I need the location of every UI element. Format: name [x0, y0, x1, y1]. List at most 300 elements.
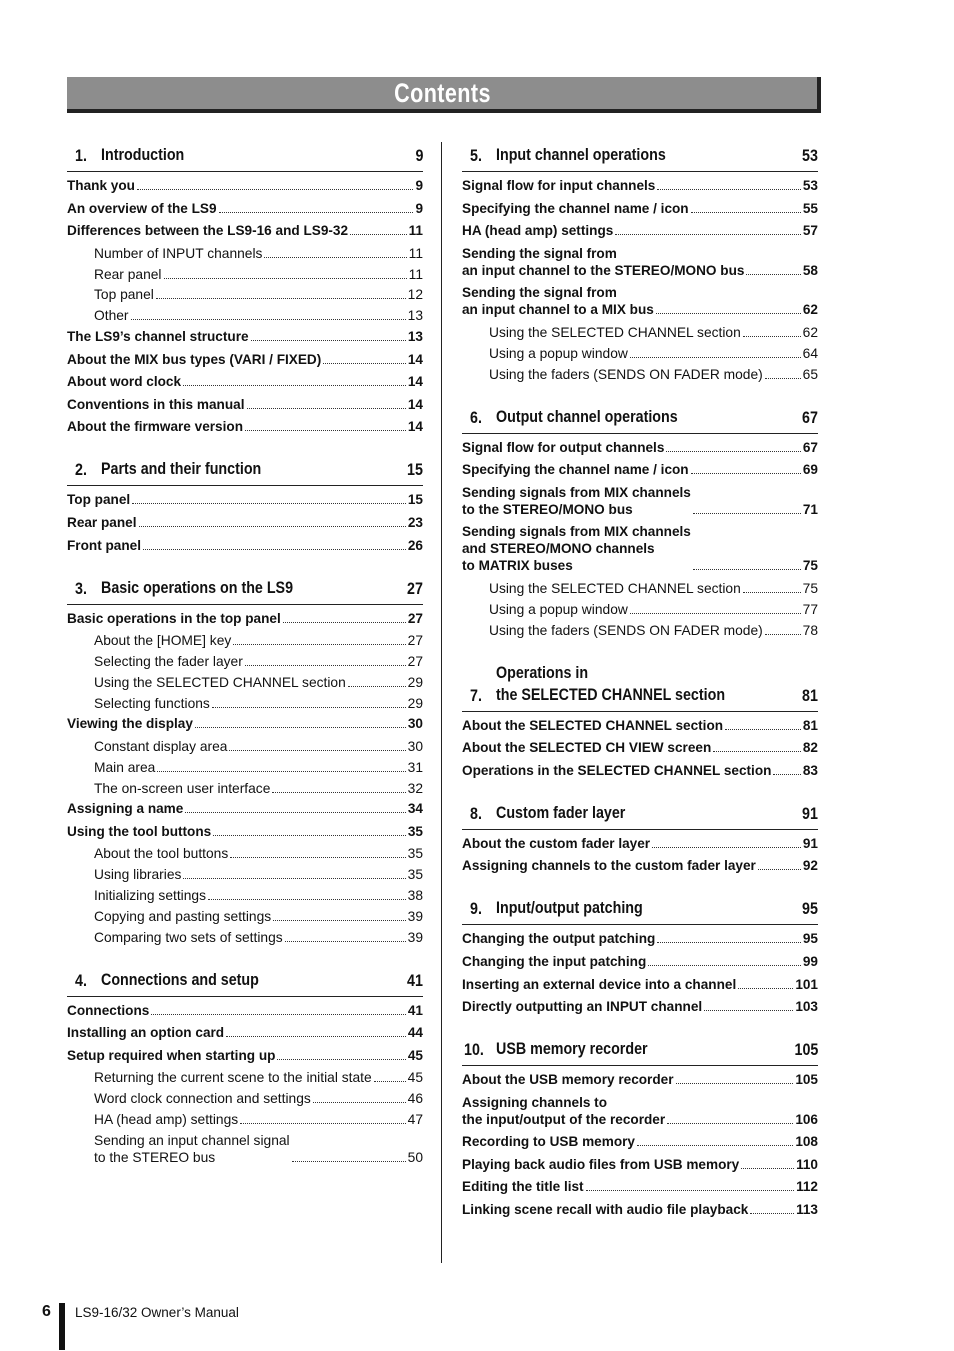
dot-leader	[292, 1161, 406, 1162]
toc-entry[interactable]	[67, 1111, 423, 1128]
toc-entry[interactable]	[67, 177, 423, 194]
toc-entry[interactable]	[462, 461, 818, 478]
entry-page: 101	[795, 976, 818, 992]
entry-page: 99	[802, 953, 818, 969]
dot-leader	[652, 847, 801, 848]
dot-leader	[648, 965, 801, 966]
dot-leader	[765, 634, 801, 635]
entry-label: Changing the output patching	[462, 931, 656, 947]
section-number: 10.	[464, 1040, 484, 1060]
entry-page: 11	[408, 223, 423, 239]
toc-entry[interactable]	[67, 1132, 423, 1166]
entry-page: 27	[407, 653, 423, 669]
entry-label: Using a popup window	[489, 601, 628, 617]
section-title[interactable]: Operations in the SELECTED CHANNEL section	[496, 662, 726, 704]
entry-page: 45	[407, 1047, 423, 1063]
toc-entry[interactable]	[462, 523, 818, 574]
entry-page: 110	[796, 1156, 818, 1172]
entry-label: Other	[94, 308, 129, 324]
dot-leader	[195, 727, 406, 728]
toc-entry[interactable]	[462, 762, 818, 779]
dot-leader	[139, 526, 406, 527]
toc-entry[interactable]	[67, 908, 423, 925]
dot-leader	[230, 857, 405, 858]
dot-leader	[273, 920, 405, 921]
section-heading	[462, 895, 818, 925]
entry-page: 27	[407, 633, 423, 649]
toc-entry[interactable]	[67, 780, 423, 797]
section-heading	[462, 800, 818, 830]
toc-entry[interactable]	[67, 738, 423, 755]
entry-label: Number of INPUT channels	[94, 245, 263, 261]
dot-leader	[272, 792, 405, 793]
entry-page: 78	[802, 622, 818, 638]
dot-leader	[758, 869, 801, 870]
dot-leader	[637, 1145, 793, 1146]
dot-leader	[219, 212, 414, 213]
toc-section	[462, 800, 818, 875]
toc-right-column	[462, 142, 818, 1239]
dot-leader	[586, 1190, 794, 1191]
toc-entry[interactable]	[67, 266, 423, 283]
toc-entry[interactable]	[462, 1133, 818, 1150]
entry-page: 32	[407, 780, 423, 796]
entry-label: Rear panel	[67, 514, 137, 530]
toc-section	[67, 142, 423, 435]
section-number: 9.	[470, 899, 482, 919]
toc-entry[interactable]	[462, 222, 818, 239]
toc-entry[interactable]	[67, 514, 423, 531]
toc-entry[interactable]	[67, 286, 423, 303]
dot-leader	[212, 707, 406, 708]
toc-entry[interactable]	[462, 484, 818, 518]
toc-entry[interactable]	[462, 345, 818, 362]
entry-label: Directly outputting an INPUT channel	[462, 999, 703, 1015]
entry-label: About the USB memory recorder	[462, 1072, 674, 1088]
toc-entry[interactable]	[462, 835, 818, 852]
entry-label: Setup required when starting up	[67, 1047, 276, 1063]
entry-page: 44	[407, 1025, 423, 1041]
toc-entry[interactable]	[67, 1047, 423, 1064]
page-title: Contents	[393, 78, 491, 108]
toc-entry[interactable]	[462, 1201, 818, 1218]
dot-leader	[132, 503, 406, 504]
section-page: 67	[802, 407, 818, 427]
entry-label: Installing an option card	[67, 1025, 225, 1041]
entry-page: 112	[796, 1179, 818, 1195]
dot-leader	[164, 278, 407, 279]
section-title[interactable]: Connections and setup	[101, 969, 259, 989]
entry-page: 34	[407, 801, 423, 817]
entry-label: Rear panel	[94, 266, 162, 282]
toc-entry[interactable]	[67, 929, 423, 946]
toc-entry[interactable]	[462, 324, 818, 341]
entry-label: Signal flow for output channels	[462, 439, 665, 455]
footer-page-number: 6	[42, 1303, 51, 1320]
toc-entry[interactable]	[67, 866, 423, 883]
toc-entry[interactable]	[67, 373, 423, 390]
entry-page: 14	[407, 374, 423, 390]
toc-entry[interactable]	[67, 351, 423, 368]
entry-label: About the firmware version	[67, 419, 243, 435]
toc-entry[interactable]	[67, 610, 423, 627]
section-heading	[462, 1036, 818, 1066]
entry-label: Using libraries	[94, 867, 182, 883]
dot-leader	[151, 1014, 406, 1015]
toc-entry[interactable]	[67, 845, 423, 862]
entry-page: 29	[407, 695, 423, 711]
toc-entry[interactable]	[67, 695, 423, 712]
toc-entry[interactable]	[462, 1094, 818, 1128]
dot-leader	[245, 665, 406, 666]
entry-label: Using the faders (SENDS ON FADER mode)	[489, 622, 763, 638]
section-heading	[462, 660, 818, 712]
toc-entry[interactable]	[462, 622, 818, 639]
entry-page: 83	[802, 762, 818, 778]
entry-label: Sending signals from MIX channels to the STEREO/MONO bus	[462, 484, 691, 517]
dot-leader	[666, 451, 800, 452]
section-number: 3.	[75, 578, 87, 598]
entry-label: Comparing two sets of settings	[94, 929, 283, 945]
toc-entry[interactable]	[462, 1071, 818, 1088]
dot-leader	[667, 1123, 793, 1124]
entry-label: Operations in the SELECTED CHANNEL section	[462, 762, 772, 778]
entry-label: About the custom fader layer	[462, 835, 651, 851]
toc-entry[interactable]	[462, 739, 818, 756]
section-title[interactable]: USB memory recorder	[496, 1039, 648, 1059]
dot-leader	[183, 878, 405, 879]
dot-leader	[725, 729, 801, 730]
section-page: 91	[802, 803, 818, 823]
entry-label: Using the SELECTED CHANNEL section	[489, 324, 741, 340]
toc-entry[interactable]	[462, 580, 818, 597]
entry-page: 106	[795, 1111, 818, 1127]
dot-leader	[229, 750, 405, 751]
entry-page: 41	[407, 1002, 423, 1018]
toc-entry[interactable]	[67, 759, 423, 776]
toc-entry[interactable]	[462, 717, 818, 734]
toc-section	[462, 895, 818, 1015]
toc-entry[interactable]	[462, 953, 818, 970]
entry-page: 71	[802, 501, 818, 517]
section-page: 105	[794, 1040, 818, 1060]
entry-label: Assigning channels to the input/output of the recorder	[462, 1094, 666, 1127]
section-heading	[67, 456, 423, 486]
toc-entry[interactable]	[462, 177, 818, 194]
entry-page: 26	[407, 537, 423, 553]
entry-label: Top panel	[67, 492, 131, 508]
toc-entry[interactable]	[67, 396, 423, 413]
footer-bar	[59, 1303, 65, 1350]
dot-leader	[240, 1123, 405, 1124]
toc-entry[interactable]	[67, 200, 423, 217]
section-title[interactable]: Input channel operations	[496, 145, 666, 164]
section-title[interactable]: Input/output patching	[496, 898, 643, 918]
entry-page: 15	[407, 492, 423, 508]
toc-entry[interactable]	[462, 245, 818, 279]
entry-label: Selecting the fader layer	[94, 653, 243, 669]
entry-page: 9	[415, 200, 423, 216]
entry-page: 50	[407, 1149, 423, 1165]
entry-label: Basic operations in the top panel	[67, 610, 281, 626]
toc-entry[interactable]	[67, 537, 423, 554]
entry-label: Constant display area	[94, 738, 228, 754]
section-title[interactable]: Basic operations on the LS9	[101, 577, 294, 597]
toc-entry[interactable]	[462, 930, 818, 947]
dot-leader	[676, 1083, 794, 1084]
entry-label: Initializing settings	[94, 888, 206, 904]
toc-entry[interactable]	[67, 653, 423, 670]
entry-label: Using the SELECTED CHANNEL section	[489, 580, 741, 596]
entry-label: Conventions in this manual	[67, 396, 245, 412]
toc-section	[67, 456, 423, 553]
entry-label: Thank you	[67, 178, 135, 193]
entry-label: Returning the current scene to the initial state	[94, 1070, 372, 1086]
toc-section	[462, 404, 818, 639]
footer-manual-title: LS9-16/32 Owner’s Manual	[75, 1305, 239, 1320]
section-number: 8.	[470, 803, 482, 823]
dot-leader	[750, 1213, 794, 1214]
entry-label: Front panel	[67, 537, 142, 553]
dot-leader	[713, 751, 801, 752]
toc-section	[67, 575, 423, 946]
dot-leader	[704, 1010, 793, 1011]
toc-entry[interactable]	[67, 418, 423, 435]
entry-page: 75	[802, 580, 818, 596]
entry-page: 35	[407, 867, 423, 883]
entry-label: Selecting functions	[94, 695, 210, 711]
entry-label: Signal flow for input channels	[462, 178, 656, 193]
entry-label: Sending the signal from an input channel to the STEREO/MONO bus	[462, 245, 745, 278]
dot-leader	[247, 408, 406, 409]
toc-entry[interactable]	[462, 366, 818, 383]
dot-leader	[233, 644, 405, 645]
section-title[interactable]: Parts and their function	[101, 459, 262, 479]
toc-entry[interactable]	[462, 200, 818, 217]
section-number: 7.	[470, 685, 482, 705]
dot-leader	[746, 274, 800, 275]
toc-entry[interactable]	[67, 632, 423, 649]
entry-label: About the [HOME] key	[94, 633, 232, 649]
dot-leader	[313, 1102, 406, 1103]
entry-label: The on-screen user interface	[94, 780, 271, 796]
entry-page: 39	[407, 929, 423, 945]
entry-label: The LS9’s channel structure	[67, 328, 249, 344]
toc-entry[interactable]	[462, 1156, 818, 1173]
entry-page: 62	[802, 302, 818, 318]
dot-leader	[348, 686, 406, 687]
toc-entry[interactable]	[462, 998, 818, 1015]
dot-leader	[657, 942, 801, 943]
section-heading	[462, 404, 818, 434]
toc-entry[interactable]	[67, 245, 423, 262]
toc-section	[462, 142, 818, 383]
dot-leader	[657, 189, 801, 190]
entry-page: 105	[795, 1072, 818, 1088]
toc-entry[interactable]	[67, 222, 423, 239]
dot-leader	[741, 1168, 794, 1169]
entry-label: Assigning a name	[67, 801, 184, 817]
entry-label: HA (head amp) settings	[94, 1112, 239, 1128]
section-heading	[67, 142, 423, 172]
dot-leader	[630, 357, 801, 358]
entry-page: 69	[802, 462, 818, 478]
entry-page: 103	[795, 999, 818, 1015]
entry-label: Changing the input patching	[462, 953, 647, 969]
dot-leader	[630, 613, 801, 614]
entry-label: Using the SELECTED CHANNEL section	[94, 674, 346, 690]
dot-leader	[213, 835, 406, 836]
entry-label: Main area	[94, 759, 156, 775]
dot-leader	[245, 430, 406, 431]
dot-leader	[738, 988, 793, 989]
entry-label: About the SELECTED CHANNEL section	[462, 717, 724, 733]
toc-entry[interactable]	[462, 976, 818, 993]
entry-page: 62	[802, 324, 818, 340]
toc-entry[interactable]	[462, 439, 818, 456]
entry-label: Using the tool buttons	[67, 823, 212, 839]
entry-page: 13	[407, 328, 423, 344]
entry-page: 67	[802, 439, 818, 455]
column-divider	[441, 142, 442, 1263]
section-heading	[67, 575, 423, 605]
toc-entry[interactable]	[462, 284, 818, 318]
entry-label: Using the faders (SENDS ON FADER mode)	[489, 366, 763, 382]
entry-page: 38	[407, 888, 423, 904]
dot-leader	[143, 549, 406, 550]
dot-leader	[743, 336, 801, 337]
section-page: 27	[407, 578, 423, 598]
dot-leader	[691, 473, 801, 474]
entry-label: Sending signals from MIX channels and STEREO/MONO channels to MATRIX buses	[462, 524, 691, 574]
entry-label: Word clock connection and settings	[94, 1091, 311, 1107]
toc-entry[interactable]	[462, 857, 818, 874]
toc-entry[interactable]	[67, 328, 423, 345]
entry-page: 113	[796, 1202, 818, 1218]
toc-entry[interactable]	[67, 491, 423, 508]
toc-entry[interactable]	[67, 674, 423, 691]
toc-entry[interactable]	[67, 715, 423, 732]
entry-label: About the SELECTED CH VIEW screen	[462, 740, 712, 756]
entry-label: An overview of the LS9	[67, 200, 217, 216]
section-title[interactable]: Introduction	[101, 145, 185, 164]
entry-page: 53	[802, 178, 818, 193]
entry-label: Inserting an external device into a channel	[462, 976, 737, 992]
entry-label: Sending an input channel signal to the STEREO bus	[94, 1132, 290, 1165]
entry-page: 29	[407, 674, 423, 690]
section-number: 5.	[470, 146, 482, 165]
entry-label: Viewing the display	[67, 716, 193, 732]
toc-entry[interactable]	[67, 1024, 423, 1041]
dot-leader	[185, 812, 406, 813]
dot-leader	[765, 378, 801, 379]
toc-entry[interactable]	[462, 1178, 818, 1195]
entry-label: Connections	[67, 1002, 150, 1018]
toc-entry[interactable]	[67, 887, 423, 904]
entry-label: About the MIX bus types (VARI / FIXED)	[67, 351, 322, 367]
toc-entry[interactable]	[67, 307, 423, 324]
dot-leader	[285, 941, 406, 942]
entry-page: 31	[407, 759, 423, 775]
entry-page: 30	[407, 716, 423, 732]
entry-page: 65	[802, 366, 818, 382]
entry-page: 92	[802, 858, 818, 874]
dot-leader	[350, 234, 407, 235]
entry-page: 12	[407, 287, 423, 303]
dot-leader	[693, 569, 801, 570]
entry-page: 11	[408, 245, 423, 261]
entry-page: 57	[802, 223, 818, 239]
dot-leader	[323, 363, 406, 364]
section-page: 81	[802, 685, 818, 705]
entry-label: Recording to USB memory	[462, 1134, 635, 1150]
entry-page: 9	[415, 178, 423, 193]
entry-label: Linking scene recall with audio file playback	[462, 1202, 749, 1218]
section-page: 15	[407, 460, 423, 480]
section-page: 95	[802, 899, 818, 919]
entry-label: Editing the title list	[462, 1179, 584, 1195]
entry-label: HA (head amp) settings	[462, 223, 614, 239]
toc-section	[462, 660, 818, 779]
entry-page: 64	[802, 345, 818, 361]
dot-leader	[277, 1059, 405, 1060]
entry-page: 27	[407, 610, 423, 626]
entry-page: 75	[802, 558, 818, 574]
entry-label: Using a popup window	[489, 345, 628, 361]
section-heading	[462, 142, 818, 172]
dot-leader	[131, 319, 406, 320]
section-number: 2.	[75, 460, 87, 480]
section-number: 4.	[75, 970, 87, 990]
dot-leader	[773, 774, 800, 775]
section-heading	[67, 967, 423, 997]
section-number: 6.	[470, 407, 482, 427]
entry-page: 35	[407, 823, 423, 839]
section-title[interactable]: Output channel operations	[496, 406, 678, 426]
entry-page: 13	[407, 308, 423, 324]
toc-entry[interactable]	[67, 823, 423, 840]
entry-label: Specifying the channel name / icon	[462, 462, 689, 478]
dot-leader	[283, 622, 406, 623]
section-page: 41	[407, 970, 423, 990]
toc-entry[interactable]	[67, 1090, 423, 1107]
dot-leader	[183, 385, 406, 386]
entry-page: 35	[407, 846, 423, 862]
toc-section	[67, 967, 423, 1166]
entry-page: 39	[407, 908, 423, 924]
dot-leader	[656, 313, 801, 314]
toc-entry[interactable]	[67, 1069, 423, 1086]
dot-leader	[693, 513, 801, 514]
entry-page: 14	[407, 396, 423, 412]
entry-page: 11	[408, 266, 423, 282]
dot-leader	[743, 592, 801, 593]
entry-page: 82	[802, 740, 818, 756]
entry-page: 55	[802, 200, 818, 216]
entry-page: 108	[795, 1134, 818, 1150]
dot-leader	[208, 899, 406, 900]
toc-entry[interactable]	[67, 800, 423, 817]
entry-label: Playing back audio files from USB memory	[462, 1156, 740, 1172]
toc-entry[interactable]	[67, 1002, 423, 1019]
entry-label: Copying and pasting settings	[94, 908, 272, 924]
entry-page: 95	[802, 931, 818, 947]
dot-leader	[226, 1036, 406, 1037]
toc-entry[interactable]	[462, 601, 818, 618]
entry-label: About word clock	[67, 374, 182, 390]
dot-leader	[251, 340, 406, 341]
section-title[interactable]: Custom fader layer	[496, 802, 626, 822]
